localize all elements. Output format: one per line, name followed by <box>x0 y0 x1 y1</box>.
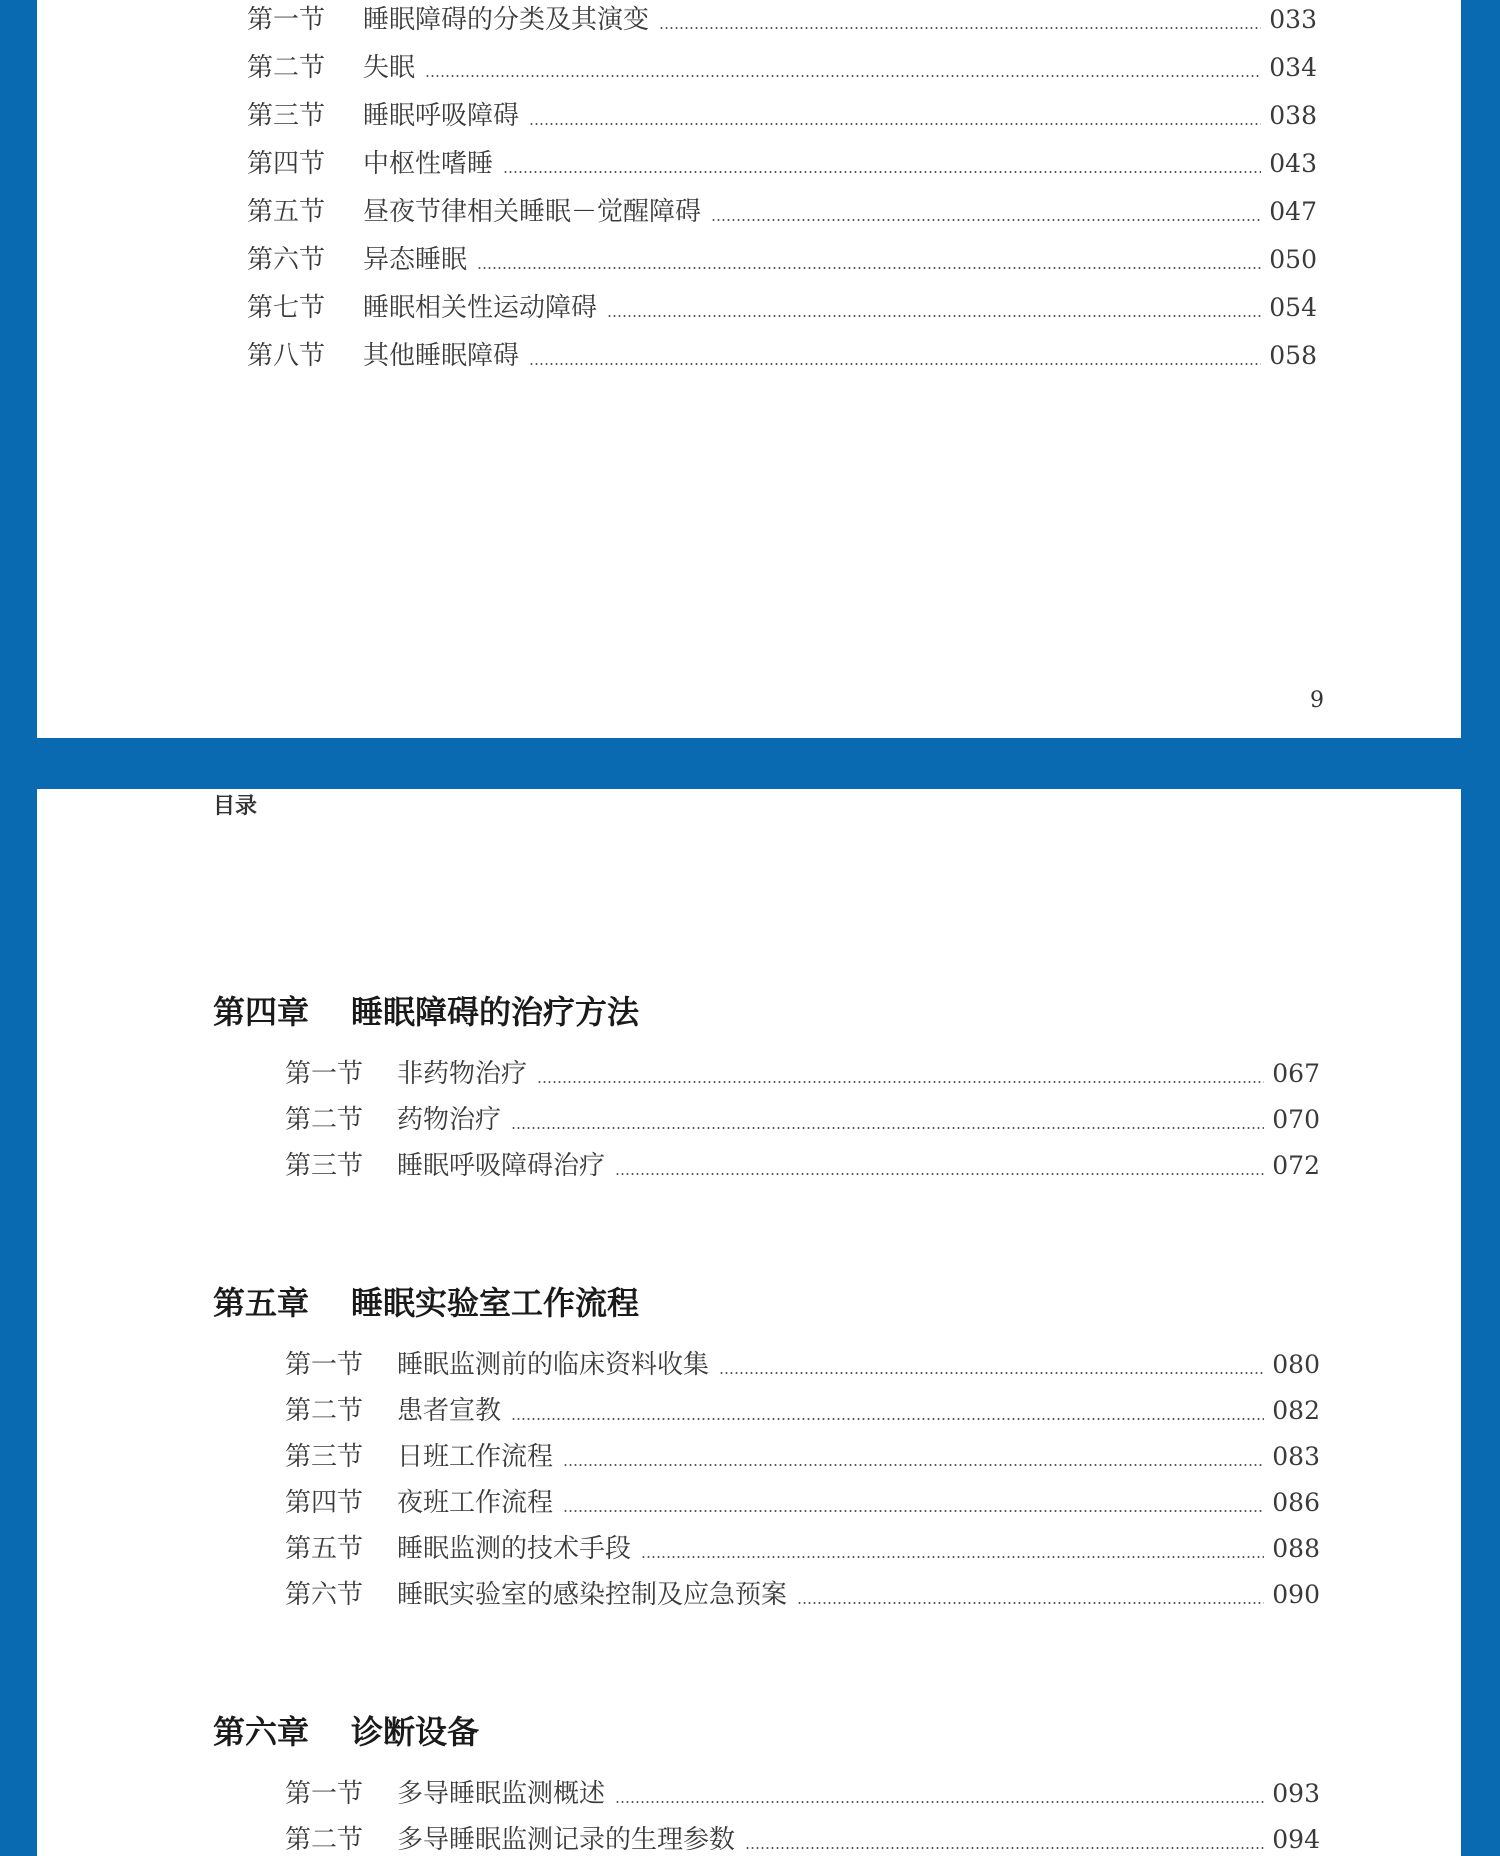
chapter-heading[interactable] <box>213 1712 479 1752</box>
dot-leader <box>537 1081 1264 1083</box>
section-title: 夜班工作流程 <box>397 1488 554 1518</box>
toc-entry[interactable] <box>247 290 1317 326</box>
section-title: 药物治疗 <box>397 1105 502 1135</box>
dot-leader <box>745 1847 1264 1849</box>
dot-leader <box>563 1464 1264 1466</box>
section-title: 睡眠实验室的感染控制及应急预案 <box>397 1580 788 1610</box>
toc-entry[interactable] <box>247 242 1317 278</box>
section-title: 睡眠呼吸障碍 <box>363 101 520 131</box>
toc-entry[interactable] <box>285 1056 1320 1092</box>
dot-leader <box>425 75 1261 77</box>
page-number-ref: 072 <box>1272 1151 1320 1180</box>
page-number-ref: 086 <box>1272 1488 1320 1517</box>
page-number-ref: 070 <box>1272 1105 1320 1134</box>
toc-entry[interactable] <box>285 1531 1320 1567</box>
toc-page-bottom <box>37 789 1461 1856</box>
dot-leader <box>529 123 1261 125</box>
dot-leader <box>797 1602 1264 1604</box>
section-title: 异态睡眠 <box>363 245 468 275</box>
page-number-ref: 043 <box>1269 149 1317 178</box>
toc-entry[interactable] <box>247 194 1317 230</box>
page-number-ref: 047 <box>1269 197 1317 226</box>
section-number: 第四节 <box>247 149 326 179</box>
toc-entry[interactable] <box>247 2 1317 38</box>
section-title: 昼夜节律相关睡眠－觉醒障碍 <box>363 197 702 227</box>
chapter-title-text: 睡眠障碍的治疗方法 <box>351 993 640 1031</box>
section-number: 第七节 <box>247 293 326 323</box>
section-number: 第一节 <box>285 1779 364 1809</box>
page-number-ref: 034 <box>1269 53 1317 82</box>
section-number: 第五节 <box>285 1534 364 1564</box>
dot-leader <box>607 315 1261 317</box>
section-number: 第五节 <box>247 197 326 227</box>
section-number: 第二节 <box>247 53 326 83</box>
section-number: 第四节 <box>285 1488 364 1518</box>
dot-leader <box>659 27 1261 29</box>
dot-leader <box>563 1510 1264 1512</box>
page-number-ref: 054 <box>1269 293 1317 322</box>
toc-entry[interactable] <box>247 146 1317 182</box>
dot-leader <box>477 267 1261 269</box>
section-number: 第一节 <box>285 1059 364 1089</box>
chapter-heading[interactable] <box>213 1283 639 1323</box>
page-number-ref: 093 <box>1272 1779 1320 1808</box>
toc-entry[interactable] <box>285 1822 1320 1856</box>
toc-entry[interactable] <box>247 338 1317 374</box>
toc-page-top <box>37 0 1461 738</box>
section-number: 第三节 <box>285 1151 364 1181</box>
section-title: 其他睡眠障碍 <box>363 341 520 371</box>
chapter-number: 第六章 <box>213 1713 310 1751</box>
chapter-number: 第四章 <box>213 993 310 1031</box>
chapter-number: 第五章 <box>213 1284 310 1322</box>
toc-entry[interactable] <box>285 1102 1320 1138</box>
dot-leader <box>511 1127 1264 1129</box>
section-title: 睡眠呼吸障碍治疗 <box>397 1151 606 1181</box>
section-number: 第八节 <box>247 341 326 371</box>
toc-entry[interactable] <box>285 1148 1320 1184</box>
page-number-ref: 038 <box>1269 101 1317 130</box>
section-number: 第二节 <box>285 1396 364 1426</box>
section-title: 患者宣教 <box>397 1396 502 1426</box>
chapter-title-text: 睡眠实验室工作流程 <box>351 1284 640 1322</box>
running-head: 目录 <box>213 794 258 819</box>
section-number: 第三节 <box>247 101 326 131</box>
page-number-ref: 082 <box>1272 1396 1320 1425</box>
toc-entry[interactable] <box>285 1776 1320 1812</box>
page-number-ref: 080 <box>1272 1350 1320 1379</box>
page-number: 9 <box>1310 688 1324 713</box>
section-title: 失眠 <box>363 53 416 83</box>
section-number: 第一节 <box>247 5 326 35</box>
dot-leader <box>615 1173 1264 1175</box>
toc-entry[interactable] <box>285 1439 1320 1475</box>
section-title: 日班工作流程 <box>397 1442 554 1472</box>
dot-leader <box>511 1418 1264 1420</box>
dot-leader <box>615 1801 1264 1803</box>
page-number-ref: 083 <box>1272 1442 1320 1471</box>
dot-leader <box>529 363 1261 365</box>
page-number-ref: 088 <box>1272 1534 1320 1563</box>
dot-leader <box>503 171 1261 173</box>
toc-entry[interactable] <box>285 1347 1320 1383</box>
chapter-title-text: 诊断设备 <box>351 1713 480 1751</box>
section-title: 睡眠监测的技术手段 <box>397 1534 632 1564</box>
toc-entry[interactable] <box>285 1577 1320 1613</box>
section-number: 第六节 <box>285 1580 364 1610</box>
toc-entry[interactable] <box>247 98 1317 134</box>
dot-leader <box>711 219 1261 221</box>
section-number: 第六节 <box>247 245 326 275</box>
page-number-ref: 058 <box>1269 341 1317 370</box>
toc-entry[interactable] <box>247 50 1317 86</box>
section-title: 睡眠障碍的分类及其演变 <box>363 5 650 35</box>
page-number-ref: 067 <box>1272 1059 1320 1088</box>
page-number-ref: 094 <box>1272 1825 1320 1854</box>
section-title: 睡眠监测前的临床资料收集 <box>397 1350 710 1380</box>
toc-entry[interactable] <box>285 1485 1320 1521</box>
section-title: 中枢性嗜睡 <box>363 149 494 179</box>
chapter-heading[interactable] <box>213 992 639 1032</box>
section-title: 睡眠相关性运动障碍 <box>363 293 598 323</box>
section-number: 第三节 <box>285 1442 364 1472</box>
section-number: 第一节 <box>285 1350 364 1380</box>
section-title: 多导睡眠监测记录的生理参数 <box>397 1825 736 1855</box>
page-number-ref: 090 <box>1272 1580 1320 1609</box>
dot-leader <box>719 1372 1264 1374</box>
toc-entry[interactable] <box>285 1393 1320 1429</box>
section-title: 多导睡眠监测概述 <box>397 1779 606 1809</box>
section-number: 第二节 <box>285 1825 364 1855</box>
dot-leader <box>641 1556 1264 1558</box>
section-title: 非药物治疗 <box>397 1059 528 1089</box>
page-number-ref: 050 <box>1269 245 1317 274</box>
page-number-ref: 033 <box>1269 5 1317 34</box>
section-number: 第二节 <box>285 1105 364 1135</box>
